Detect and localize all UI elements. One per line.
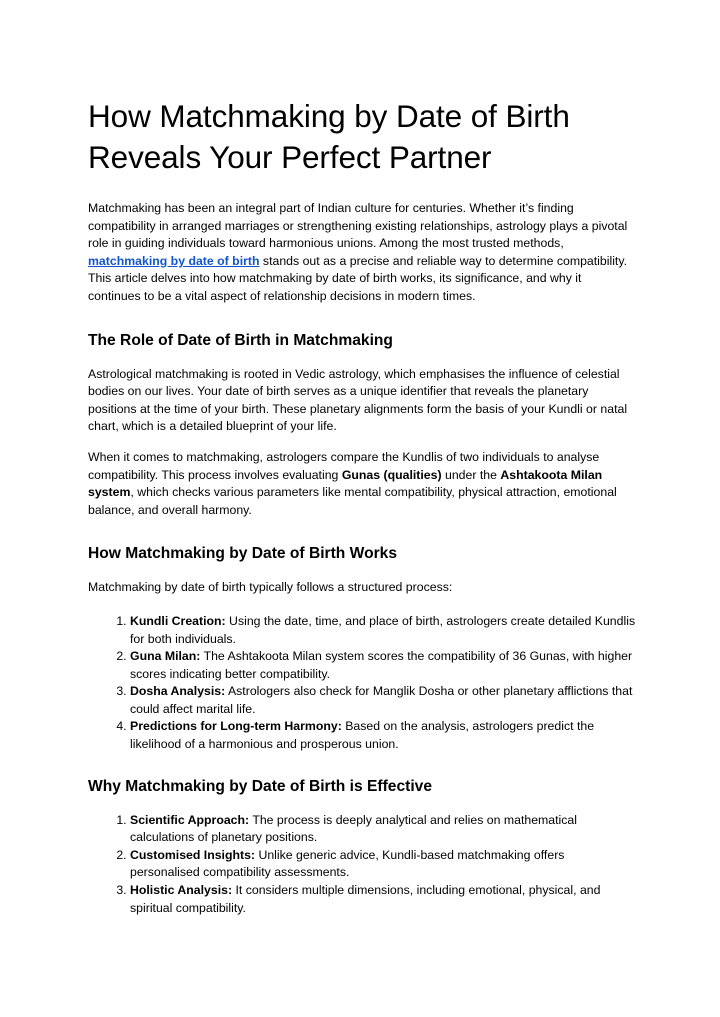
page-title: How Matchmaking by Date of Birth Reveals Your Perfect Partner bbox=[88, 98, 570, 175]
list-item-term: Kundli Creation: bbox=[130, 613, 226, 628]
list-item-term: Predictions for Long-term Harmony: bbox=[130, 719, 342, 734]
role-para2-text-d: , which checks various parameters like mental compatibility, physical attraction, emotional balance, and overall harmony. bbox=[88, 485, 617, 517]
list-item bbox=[130, 812, 636, 847]
list-item-text: Unlike generic advice, Kundli-based matchmaking offers personalised compatibility assessments. bbox=[130, 847, 565, 880]
role-para2-text-a: When it comes to matchmaking, astrologers compare the Kundlis of two individuals to analyse compatibility. This process involves evaluating bbox=[88, 449, 600, 482]
list-item bbox=[130, 613, 636, 648]
heading-why: Why Matchmaking by Date of Birth is Effective bbox=[88, 777, 432, 795]
list-item bbox=[130, 847, 636, 882]
gunas-term: Gunas (qualities) bbox=[341, 467, 442, 482]
intro-text-start: Matchmaking has been an integral part of Indian culture for centuries. Whether it’s finding compatibility in arranged marriages or strengthening existing relationships, astrology plays a pivotal role in guiding individuals toward harmonious unions. Among the most trusted methods, bbox=[88, 201, 628, 251]
list-item-text: It considers multiple dimensions, including emotional, physical, and spiritual compatibility. bbox=[130, 883, 601, 915]
list-item bbox=[130, 882, 636, 917]
list-item-term: Holistic Analysis: bbox=[130, 883, 233, 898]
list-item-text: Astrologers also check for Manglik Dosha or other planetary afflictions that could affect marital life. bbox=[130, 684, 633, 716]
works-intro: Matchmaking by date of birth typically follows a structured process: bbox=[88, 580, 453, 595]
heading-role: The Role of Date of Birth in Matchmaking bbox=[88, 331, 393, 349]
heading-works: How Matchmaking by Date of Birth Works bbox=[88, 545, 398, 563]
list-item bbox=[130, 718, 636, 753]
list-item-text: Using the date, time, and place of birth, astrologers create detailed Kundlis for both individuals. bbox=[130, 613, 636, 646]
works-list bbox=[88, 613, 636, 754]
intro-paragraph bbox=[88, 200, 636, 306]
list-item-text: Based on the analysis, astrologers predict the likelihood of a harmonious and prosperous union. bbox=[130, 719, 595, 752]
role-paragraph-2 bbox=[88, 449, 636, 519]
why-list bbox=[88, 812, 636, 918]
list-item bbox=[130, 683, 636, 718]
list-item-text: The process is deeply analytical and relies on mathematical calculations of planetary positions. bbox=[130, 812, 577, 845]
list-item-term: Customised Insights: bbox=[130, 847, 256, 862]
ashtakoota-term: Ashtakoota Milan system bbox=[88, 467, 603, 500]
role-paragraph-1: Astrological matchmaking is rooted in Vedic astrology, which emphasises the influence of celestial bodies on our lives. Your date of birth serves as a unique identifier that reveals the planetary positions at the time of your birth. These planetary alignments form the basis of your Kundli or natal chart, which is a detailed blueprint of your life. bbox=[88, 366, 628, 434]
role-para2-text-c: under the bbox=[441, 467, 501, 482]
list-item-term: Dosha Analysis: bbox=[130, 684, 226, 699]
list-item-text: The Ashtakoota Milan system scores the compatibility of 36 Gunas, with higher scores indicating better compatibility. bbox=[130, 649, 633, 681]
matchmaking-link[interactable]: matchmaking by date of birth bbox=[88, 253, 260, 268]
list-item bbox=[130, 648, 636, 683]
list-item-term: Scientific Approach: bbox=[130, 812, 250, 827]
intro-text-end: stands out as a precise and reliable way to determine compatibility. This article delves into how matchmaking by date of birth works, its significance, and why it continues to be a vital aspect of relationship decisions in modern times. bbox=[88, 253, 628, 303]
list-item-term: Guna Milan: bbox=[130, 649, 201, 664]
document-page bbox=[88, 96, 636, 932]
